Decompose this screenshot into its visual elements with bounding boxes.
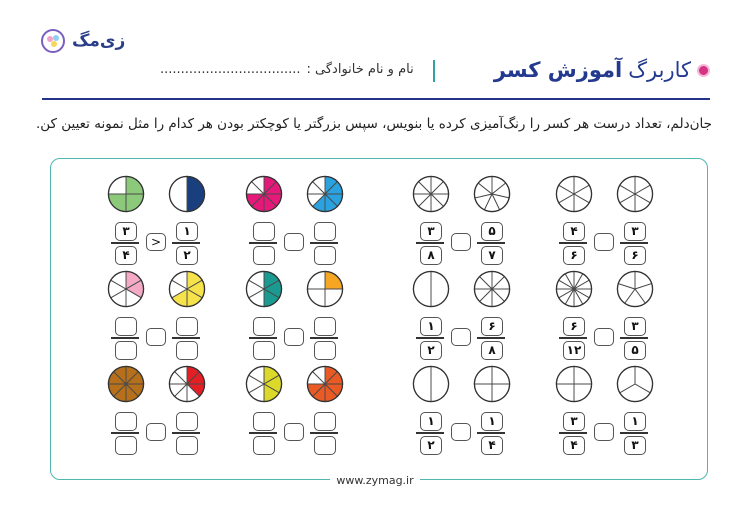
fraction-bar [477, 432, 505, 434]
fraction-5-right [175, 317, 199, 361]
comparison-box-1[interactable]: > [146, 233, 166, 251]
denominator-box[interactable] [253, 341, 275, 360]
footer [0, 469, 750, 488]
fraction-circle-8-right[interactable] [616, 270, 654, 308]
slice-1[interactable] [187, 176, 205, 211]
fraction-circle-9-left[interactable] [107, 365, 145, 403]
denominator-box[interactable]: ۶ [563, 246, 585, 265]
fraction-circle-9-right[interactable] [168, 365, 206, 403]
fraction-bar [620, 337, 648, 339]
slice-1[interactable] [431, 366, 449, 401]
fraction-circle-1-left[interactable] [107, 175, 145, 213]
denominator-box[interactable] [176, 436, 198, 455]
comparison-box-7[interactable] [451, 328, 471, 346]
denominator-box[interactable]: ۳ [624, 436, 646, 455]
numerator-box[interactable] [115, 412, 137, 431]
fraction-bar [310, 432, 338, 434]
title-main: آموزش کسر [493, 58, 623, 82]
fraction-1-right [175, 222, 199, 266]
denominator-box[interactable]: ۴ [481, 436, 503, 455]
denominator-box[interactable]: ۴ [563, 436, 585, 455]
fraction-circle-7-left[interactable] [412, 270, 450, 308]
fraction-9-left [114, 412, 138, 456]
numerator-box[interactable]: ۳ [420, 222, 442, 241]
brand-logo [40, 28, 125, 54]
fraction-bar [559, 337, 587, 339]
fraction-12-right [623, 412, 647, 456]
fraction-3-left [419, 222, 443, 266]
comparison-box-2[interactable] [284, 233, 304, 251]
denominator-box[interactable]: ۸ [481, 341, 503, 360]
numerator-box[interactable] [176, 412, 198, 431]
denominator-box[interactable]: ۵ [624, 341, 646, 360]
fraction-2-right [313, 222, 337, 266]
fraction-bar [559, 242, 587, 244]
fraction-bar [477, 337, 505, 339]
fraction-bar [559, 432, 587, 434]
fraction-9-right [175, 412, 199, 456]
fraction-10-left [252, 412, 276, 456]
fraction-circle-4-left[interactable] [555, 175, 593, 213]
comparison-box-5[interactable] [146, 328, 166, 346]
slice-2[interactable] [169, 176, 187, 211]
fraction-circle-10-right[interactable] [306, 365, 344, 403]
title-prefix: کاربرگ [628, 58, 691, 82]
header-rule [42, 98, 710, 100]
name-field[interactable] [160, 62, 414, 77]
denominator-box[interactable] [253, 436, 275, 455]
fraction-circle-11-right[interactable] [473, 365, 511, 403]
fraction-bar [416, 242, 444, 244]
denominator-box[interactable]: ۸ [420, 246, 442, 265]
fraction-bar [310, 242, 338, 244]
fraction-bar [249, 432, 277, 434]
slice-2[interactable] [413, 366, 431, 401]
numerator-box[interactable] [253, 317, 275, 336]
fraction-circle-6-left[interactable] [245, 270, 283, 308]
fraction-bar [249, 242, 277, 244]
denominator-box[interactable]: ۱۲ [563, 341, 585, 360]
denominator-box[interactable] [314, 341, 336, 360]
fraction-circle-8-left[interactable] [555, 270, 593, 308]
fraction-circle-11-left[interactable] [412, 365, 450, 403]
denominator-box[interactable] [314, 246, 336, 265]
comparison-box-10[interactable] [284, 423, 304, 441]
fraction-circle-1-right[interactable] [168, 175, 206, 213]
numerator-box[interactable]: ۳ [563, 412, 585, 431]
denominator-box[interactable] [253, 246, 275, 265]
fraction-2-left [252, 222, 276, 266]
numerator-box[interactable]: ۱ [420, 317, 442, 336]
fraction-circle-2-right[interactable] [306, 175, 344, 213]
fraction-bar [416, 432, 444, 434]
comparison-box-12[interactable] [594, 423, 614, 441]
fraction-bar [620, 432, 648, 434]
denominator-box[interactable] [115, 436, 137, 455]
numerator-box[interactable]: ۳ [624, 222, 646, 241]
bullet-icon [697, 64, 710, 77]
fraction-8-right [623, 317, 647, 361]
slice-1[interactable] [431, 271, 449, 306]
denominator-box[interactable]: ۶ [624, 246, 646, 265]
fraction-circle-3-left[interactable] [412, 175, 450, 213]
fraction-bar [172, 242, 200, 244]
fraction-4-left [562, 222, 586, 266]
denominator-box[interactable] [314, 436, 336, 455]
website-url: www.zymag.ir [330, 474, 419, 487]
denominator-box[interactable] [115, 341, 137, 360]
comparison-box-11[interactable] [451, 423, 471, 441]
fraction-10-right [313, 412, 337, 456]
fraction-6-right [313, 317, 337, 361]
name-label: نام و نام خانوادگی : [306, 62, 414, 77]
comparison-box-4[interactable] [594, 233, 614, 251]
fraction-circle-5-left[interactable] [107, 270, 145, 308]
comparison-box-8[interactable] [594, 328, 614, 346]
numerator-box[interactable]: ۵ [481, 222, 503, 241]
fraction-circle-2-left[interactable] [245, 175, 283, 213]
numerator-box[interactable] [253, 222, 275, 241]
denominator-box[interactable]: ۴ [115, 246, 137, 265]
fraction-circle-5-right[interactable] [168, 270, 206, 308]
numerator-box[interactable]: ۱ [481, 412, 503, 431]
comparison-box-9[interactable] [146, 423, 166, 441]
numerator-box[interactable]: ۱ [176, 222, 198, 241]
numerator-box[interactable] [253, 412, 275, 431]
fraction-bar [416, 337, 444, 339]
fraction-7-right [480, 317, 504, 361]
fraction-bar [111, 432, 139, 434]
fraction-circle-12-left[interactable] [555, 365, 593, 403]
fraction-bar [310, 337, 338, 339]
numerator-box[interactable] [314, 412, 336, 431]
fraction-bar [111, 337, 139, 339]
numerator-box[interactable]: ۳ [624, 317, 646, 336]
fraction-1-left [114, 222, 138, 266]
fraction-circle-7-right[interactable] [473, 270, 511, 308]
comparison-box-3[interactable] [451, 233, 471, 251]
numerator-box[interactable]: ۳ [115, 222, 137, 241]
fraction-3-right [480, 222, 504, 266]
fraction-11-right [480, 412, 504, 456]
denominator-box[interactable] [176, 341, 198, 360]
page-title [494, 58, 710, 82]
fraction-bar [249, 337, 277, 339]
numerator-box[interactable] [314, 317, 336, 336]
fraction-circle-3-right[interactable] [473, 175, 511, 213]
fraction-8-left [562, 317, 586, 361]
numerator-box[interactable]: ۴ [563, 222, 585, 241]
fraction-bar [172, 432, 200, 434]
fraction-bar [620, 242, 648, 244]
fraction-circle-6-right[interactable] [306, 270, 344, 308]
numerator-box[interactable]: ۶ [481, 317, 503, 336]
numerator-box[interactable] [115, 317, 137, 336]
fraction-4-right [623, 222, 647, 266]
fraction-6-left [252, 317, 276, 361]
logo-text: زی‌مگ [72, 31, 126, 51]
numerator-box[interactable]: ۱ [420, 412, 442, 431]
fraction-circle-4-right[interactable] [616, 175, 654, 213]
title-divider [433, 60, 435, 82]
brain-logo-icon [40, 28, 66, 54]
fraction-bar [111, 242, 139, 244]
name-dots: .................................. [160, 62, 301, 77]
slice-2[interactable] [413, 271, 431, 306]
fraction-bar [172, 337, 200, 339]
numerator-box[interactable] [176, 317, 198, 336]
numerator-box[interactable] [314, 222, 336, 241]
fraction-bar [477, 242, 505, 244]
denominator-box[interactable]: ۲ [420, 341, 442, 360]
fraction-11-left [419, 412, 443, 456]
fraction-12-left [562, 412, 586, 456]
fraction-circle-12-right[interactable] [616, 365, 654, 403]
fraction-5-left [114, 317, 138, 361]
denominator-box[interactable]: ۲ [420, 436, 442, 455]
fraction-circle-10-left[interactable] [245, 365, 283, 403]
comparison-box-6[interactable] [284, 328, 304, 346]
denominator-box[interactable]: ۲ [176, 246, 198, 265]
fraction-7-left [419, 317, 443, 361]
numerator-box[interactable]: ۱ [624, 412, 646, 431]
numerator-box[interactable]: ۶ [563, 317, 585, 336]
instruction-text: جان‌دلم، تعداد درست هر کسر را رنگ‌آمیزی کرده یا بنویس، سپس بزرگتر یا کوچکتر بودن هر کدام را مثل نمونه تعیین کن. [35, 116, 712, 132]
denominator-box[interactable]: ۷ [481, 246, 503, 265]
